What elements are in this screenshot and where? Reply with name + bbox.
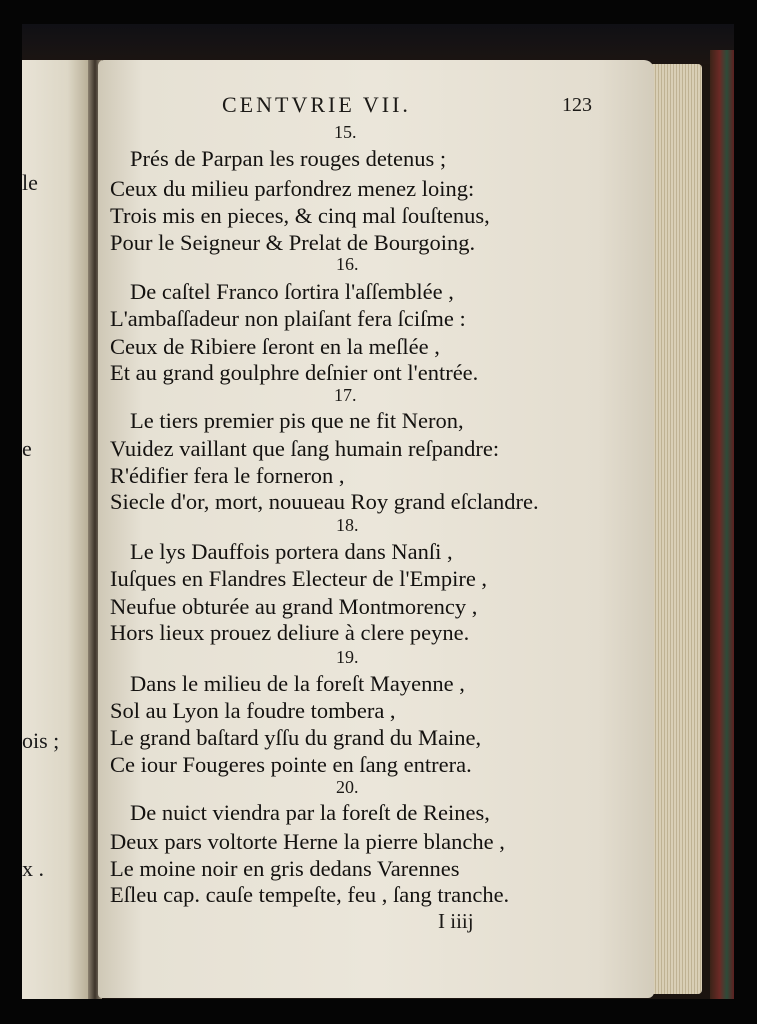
verse-line: Dans le milieu de la foreſt Mayenne , bbox=[130, 671, 465, 696]
verse-line: Hors lieux prouez deliure à clere peyne. bbox=[110, 620, 470, 645]
verse-line: Sol au Lyon la foudre tombera , bbox=[110, 698, 396, 723]
verse-line: Deux pars voltorte Herne la pierre blanche , bbox=[110, 829, 505, 854]
signature-mark: I iiij bbox=[438, 909, 474, 933]
running-title: CENTVRIE VII. bbox=[222, 92, 411, 117]
quatrain-number: 15. bbox=[334, 122, 357, 142]
quatrain-number: 16. bbox=[336, 254, 359, 274]
quatrain-number: 20. bbox=[336, 777, 359, 797]
verse-line: Le tiers premier pis que ne fit Neron, bbox=[130, 408, 464, 433]
verse-line: Iuſques en Flandres Electeur de l'Empire , bbox=[110, 566, 488, 591]
verse-line: Ceux du milieu parfondrez menez loing: bbox=[110, 176, 475, 201]
quatrain-number: 17. bbox=[334, 385, 357, 405]
verse-line: De caſtel Franco ſortira l'aſſemblée , bbox=[130, 279, 454, 304]
verse-line: Et au grand goulphre deſnier ont l'entrée. bbox=[110, 360, 479, 385]
facing-page-fragment: le bbox=[22, 170, 38, 195]
verse-line: Le moine noir en gris dedans Varennes bbox=[110, 856, 460, 881]
quatrain-number: 18. bbox=[336, 515, 359, 535]
verse-line: Trois mis en pieces, & cinq mal ſouſtenus, bbox=[110, 203, 490, 228]
verse-line: Neufue obturée au grand Montmorency , bbox=[110, 594, 478, 619]
verse-line: Ceux de Ribiere ſeront en la meſlée , bbox=[110, 334, 440, 359]
verse-line: Le grand baſtard yſſu du grand du Maine, bbox=[110, 725, 482, 750]
quatrain-number: 19. bbox=[336, 647, 359, 667]
verse-line: L'ambaſſadeur non plaiſant fera ſciſme : bbox=[110, 306, 466, 331]
verse-line: Prés de Parpan les rouges detenus ; bbox=[130, 146, 447, 171]
page-number: 123 bbox=[562, 94, 592, 116]
verse-line: Le lys Dauffois portera dans Nanſi , bbox=[130, 539, 453, 564]
verse-line: Pour le Seigneur & Prelat de Bourgoing. bbox=[110, 230, 476, 255]
facing-page-fragment: x . bbox=[22, 856, 44, 881]
verse-line: Siecle d'or, mort, nouueau Roy grand eſclandre. bbox=[110, 489, 539, 514]
verse-line: R'édifier fera le forneron , bbox=[110, 463, 345, 488]
verse-line: De nuict viendra par la foreſt de Reines, bbox=[130, 800, 490, 825]
facing-page-fragment: e bbox=[22, 436, 32, 461]
verse-line: Vuidez vaillant que ſang humain reſpandre: bbox=[110, 436, 500, 461]
verse-line: Eſleu cap. cauſe tempeſte, feu , ſang tranche. bbox=[110, 882, 510, 907]
facing-page-fragment: ois ; bbox=[22, 728, 60, 753]
verse-line: Ce iour Fougeres pointe en ſang entrera. bbox=[110, 752, 472, 777]
